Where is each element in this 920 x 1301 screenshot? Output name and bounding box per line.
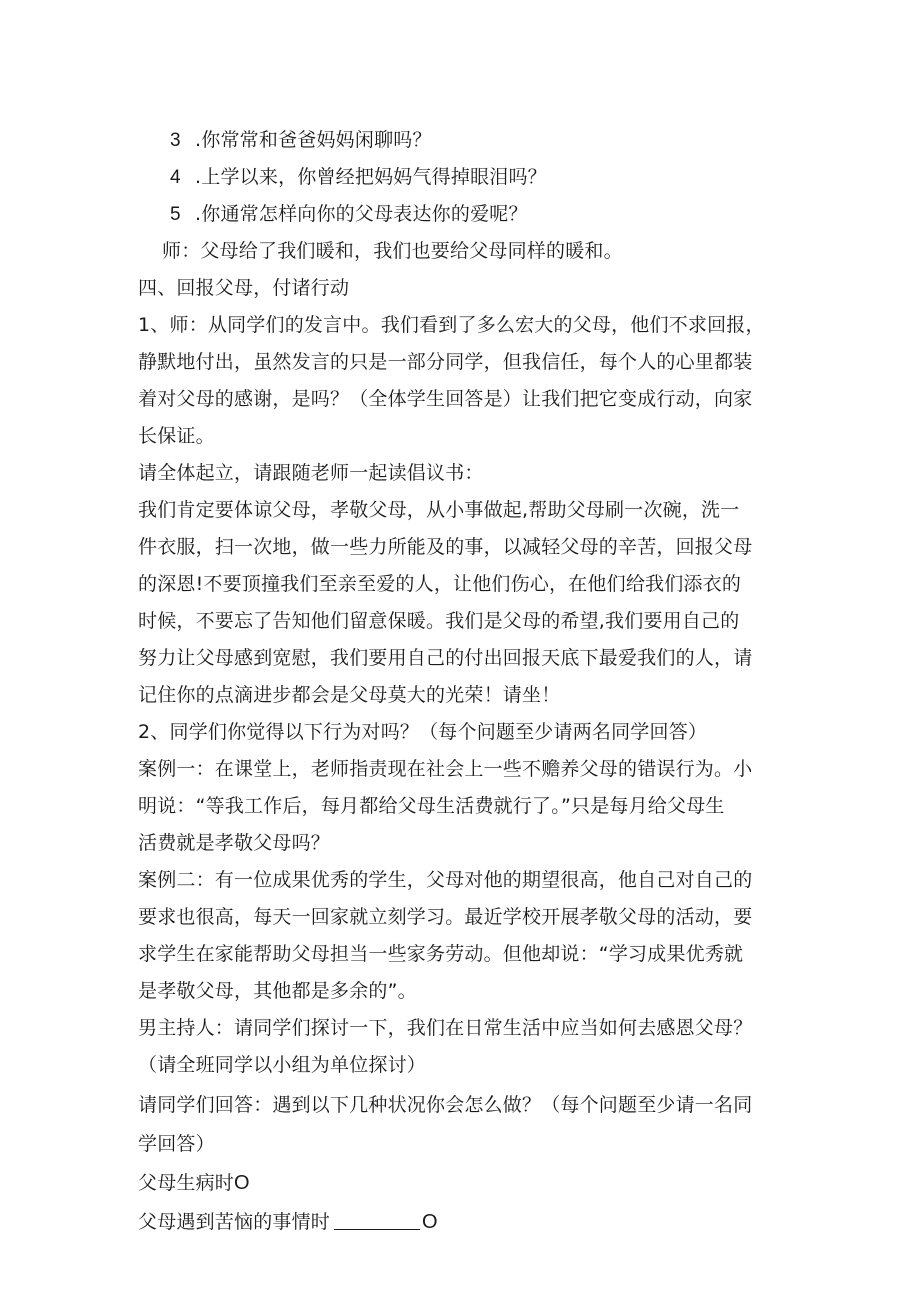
question-number: 4 [170,167,181,188]
question-number: 5 [170,204,181,225]
pledge-line: 努力让父母感到宽慰，我们要用自己的付出回报天底下最爱我们的人，请 [138,647,753,669]
scenario-end-mark: O [422,1211,438,1233]
pledge-line: 我们肯定要体谅父母，孝敬父母，从小事做起,帮助父母刷一次碗，洗一 [138,499,740,521]
scenario-text: 父母生病时 [138,1172,235,1194]
question-text: .上学以来，你曾经把妈妈气得掉眼泪吗？ [195,166,547,188]
case-one-line: 明说：“等我工作后，每月都给父母生活费就行了。”只是每月给父母生 [138,795,725,817]
paragraph-line: 静默地付出，虽然发言的只是一部分同学，但我信任，每个人的心里都装 [138,351,753,373]
scenario-item [138,1171,250,1195]
teacher-remark: 师：父母给了我们暖和，我们也要给父母同样的暖和。 [162,240,623,262]
question-number: 3 [170,130,181,151]
pledge-line: 时候，不要忘了告知他们留意保暖。我们是父母的希望,我们要用自己的 [138,610,740,632]
case-two-line: 求学生在家能帮助父母担当一些家务劳动。但他却说：“学习成果优秀就 [138,943,744,965]
case-one-line: 活费就是孝敬父母吗？ [138,832,331,854]
question-item [170,128,432,153]
question-two: 2、同学们你觉得以下行为对吗？（每个问题至少请两名同学回答） [138,721,708,743]
paragraph-line: 1、师：从同学们的发言中。我们看到了多么宏大的父母，他们不求回报， [138,314,765,336]
paragraph-line: 长保证。 [138,425,215,447]
paragraph-line: 着对父母的感谢，是吗？（全体学生回答是）让我们把它变成行动，向家 [138,388,753,410]
answer-blank [334,1213,420,1230]
question-text: .你常常和爸爸妈妈闲聊吗？ [195,129,432,151]
question-item [170,202,528,227]
section-heading: 四、回报父母，付诸行动 [138,277,350,299]
pledge-line: 记住你的点滴进步都会是父母莫大的光荣！请坐！ [138,684,561,706]
instruction-line: 请全体起立，请跟随老师一起读倡议书： [138,462,484,484]
scenario-end-mark: O [234,1172,250,1194]
question-item [170,165,547,190]
answer-prompt-line: 请同学们回答：遇到以下几种状况你会怎么做？（每个问题至少请一名同 [138,1094,753,1116]
scenario-item [138,1210,438,1234]
host-prompt-line: 男主持人：请同学们探讨一下，我们在日常生活中应当如何去感恩父母？ [138,1017,753,1039]
answer-prompt-line: 学回答） [138,1133,215,1155]
case-two-line: 是孝敬父母，其他都是多余的”。 [138,980,417,1002]
question-text: .你通常怎样向你的父母表达你的爱呢？ [195,203,528,225]
case-two-line: 要求也很高，每天一回家就立刻学习。最近学校开展孝敬父母的活动，要 [138,906,753,928]
pledge-line: 的深恩!不要顶撞我们至亲至爱的人，让他们伤心，在他们给我们添衣的 [138,573,742,595]
case-one-line: 案例一：在课堂上，老师指责现在社会上一些不赡养父母的错误行为。小 [138,758,753,780]
scenario-text: 父母遇到苦恼的事情时 [138,1211,331,1233]
case-two-line: 案例二：有一位成果优秀的学生，父母对他的期望很高，他自己对自己的 [138,869,753,891]
host-prompt-line: （请全班同学以小组为单位探讨） [138,1054,427,1076]
pledge-line: 件衣服，扫一次地，做一些力所能及的事，以减轻父母的辛苦，回报父母 [138,536,753,558]
